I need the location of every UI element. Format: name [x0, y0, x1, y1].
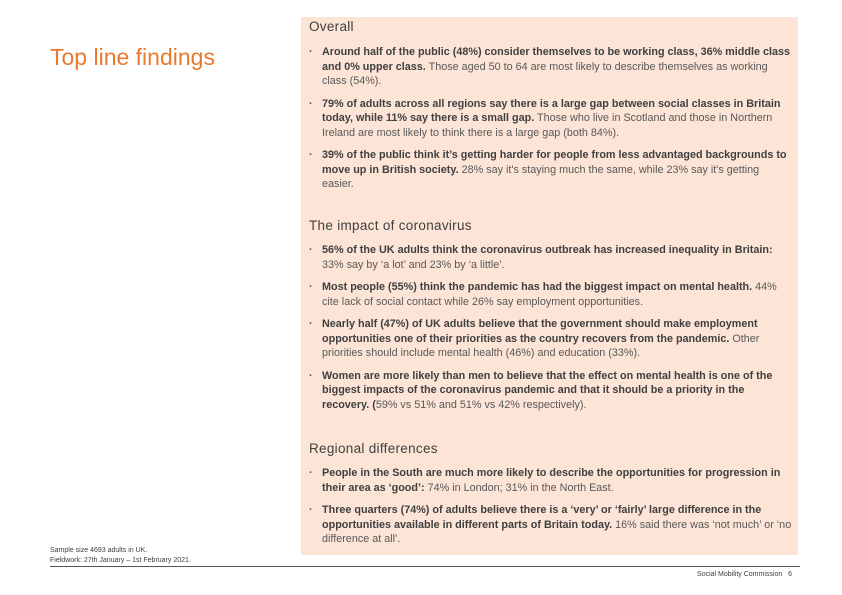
bullet-item [309, 466, 793, 495]
bullet-detail: Those who live in Scotland and those in Northern Ireland are most likely to think there is a large gap (both 84%). [322, 112, 773, 139]
bullet-detail: Those aged 50 to 64 are most likely to describe themselves as working class (54%). [322, 60, 768, 87]
bullet-headline: 56% of the UK adults think the coronavirus outbreak has increased inequality in Britain: [322, 244, 773, 256]
section-heading: Regional differences [309, 441, 438, 456]
org-name: Social Mobility Commission [697, 571, 783, 578]
bullet-detail: 16% said there was ‘not much’ or ‘no difference at all’. [322, 518, 792, 545]
bullet-detail: 33% say by ‘a lot’ and 23% by ‘a little’. [322, 258, 505, 271]
bullet-item [309, 280, 793, 309]
bullet-headline: Women are more likely than men to believe that the effect on mental health is one of the biggest impacts of the coronavirus pandemic and that it should be a priority in the recovery. ( [322, 369, 773, 411]
page-footer [697, 571, 792, 578]
bullet-item [309, 148, 793, 192]
bullet-headline: Three quarters (74%) of adults believe there is a ‘very’ or ‘fairly’ large difference in the opportunities available in different parts of Britain today. [322, 504, 762, 531]
bullet-headline: Around half of the public (48%) consider themselves to be working class, 36% middle class and 0% upper class. [322, 46, 790, 73]
bullet-headline: 79% of adults across all regions say there is a large gap between social classes in Britain today, while 11% say there is a small gap. [322, 97, 781, 124]
fieldwork-dates: Fieldwork: 27th January – 1st February 2021. [50, 557, 191, 564]
section-list [309, 243, 793, 420]
bullet-detail: 28% say it's staying much the same, while 23% say it's getting easier. [322, 163, 760, 190]
bullet-item [309, 45, 793, 89]
bullet-detail: Other priorities should include mental health (46%) and education (33%). [322, 332, 760, 359]
bullet-item [309, 97, 793, 141]
section-list [309, 45, 793, 200]
page-number: 6 [788, 571, 792, 578]
page-title: Top line findings [50, 44, 215, 70]
footer-divider [50, 566, 800, 567]
bullet-item [309, 503, 793, 547]
footnote [50, 546, 191, 566]
section-heading: Overall [309, 19, 354, 34]
bullet-item [309, 369, 793, 413]
sample-size: Sample size 4693 adults in UK. [50, 547, 148, 554]
section-list [309, 466, 793, 555]
bullet-item [309, 243, 793, 272]
section-heading: The impact of coronavirus [309, 218, 472, 233]
bullet-detail: 44% cite lack of social contact while 26% say employment opportunities. [322, 281, 777, 308]
bullet-headline: Most people (55%) think the pandemic has had the biggest impact on mental health. [322, 281, 753, 293]
bullet-headline: People in the South are much more likely to describe the opportunities for progression in their area as ‘good’: [322, 467, 781, 494]
bullet-headline: Nearly half (47%) of UK adults believe that the government should make employment opportunities one of their priorities as the country recovers from the pandemic. [322, 318, 758, 345]
bullet-detail: 59% vs 51% and 51% vs 42% respectively). [375, 398, 587, 411]
findings-panel [301, 17, 798, 555]
bullet-item [309, 317, 793, 361]
bullet-headline: 39% of the public think it’s getting harder for people from less advantaged backgrounds to move up in British society. [322, 149, 787, 176]
bullet-detail: 74% in London; 31% in the North East. [424, 481, 614, 494]
